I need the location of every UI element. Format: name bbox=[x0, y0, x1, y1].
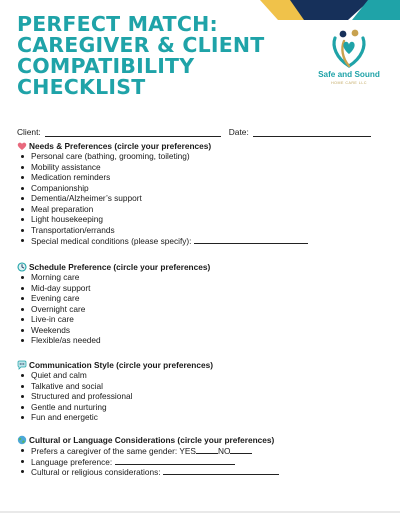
list-item[interactable]: Weekends bbox=[17, 325, 387, 336]
corner-decoration bbox=[260, 0, 400, 20]
section-communication bbox=[17, 360, 387, 423]
list-item[interactable]: Morning care bbox=[17, 272, 387, 283]
section-heading bbox=[17, 360, 387, 370]
page-title bbox=[17, 14, 277, 98]
list-item[interactable]: Mobility assistance bbox=[17, 162, 387, 173]
logo-tagline: HOME CARE LLC bbox=[331, 81, 367, 85]
communication-list bbox=[17, 370, 387, 423]
list-item[interactable]: Evening care bbox=[17, 293, 387, 304]
gender-no-field[interactable] bbox=[230, 445, 252, 454]
client-date-row bbox=[17, 123, 382, 137]
section-heading-text: Cultural or Language Considerations (circle your preferences) bbox=[29, 435, 275, 445]
list-item[interactable]: Flexible/as needed bbox=[17, 335, 387, 346]
speech-bubble-icon bbox=[17, 360, 27, 370]
client-field[interactable] bbox=[45, 128, 221, 137]
list-item-cultural[interactable] bbox=[17, 466, 387, 477]
gender-question: Prefers a caregiver of the same gender: YES bbox=[31, 446, 196, 456]
needs-list bbox=[17, 151, 387, 246]
language-label: Language preference: bbox=[31, 456, 113, 467]
schedule-list bbox=[17, 272, 387, 346]
date-field[interactable] bbox=[253, 128, 371, 137]
list-item[interactable]: Personal care (bathing, grooming, toileting) bbox=[17, 151, 387, 162]
list-item[interactable]: Mid-day support bbox=[17, 283, 387, 294]
language-field[interactable] bbox=[115, 456, 235, 465]
globe-icon bbox=[17, 435, 27, 445]
section-heading-text: Needs & Preferences (circle your preferences) bbox=[29, 141, 212, 151]
company-logo bbox=[307, 24, 391, 100]
gender-no-label: NO bbox=[217, 446, 231, 456]
list-item-language[interactable] bbox=[17, 456, 387, 467]
list-item[interactable]: Fun and energetic bbox=[17, 412, 387, 423]
section-cultural bbox=[17, 435, 387, 477]
list-item[interactable]: Structured and professional bbox=[17, 391, 387, 402]
list-item-gender[interactable] bbox=[17, 445, 387, 456]
title-line: COMPATIBILITY bbox=[17, 54, 195, 78]
list-item[interactable]: Talkative and social bbox=[17, 381, 387, 392]
date-label: Date: bbox=[228, 127, 249, 137]
list-item[interactable]: Gentle and nurturing bbox=[17, 402, 387, 413]
title-line: CHECKLIST bbox=[17, 75, 146, 99]
list-item[interactable]: Transportation/errands bbox=[17, 225, 387, 236]
section-needs bbox=[17, 141, 387, 246]
section-heading-text: Schedule Preference (circle your preferences) bbox=[29, 262, 211, 272]
section-schedule bbox=[17, 262, 387, 346]
cultural-list bbox=[17, 445, 387, 477]
title-line: CAREGIVER & CLIENT bbox=[17, 33, 265, 57]
logo-name: Safe and Sound bbox=[318, 70, 380, 79]
special-conditions-field[interactable] bbox=[194, 235, 308, 244]
list-item[interactable]: Overnight care bbox=[17, 304, 387, 315]
section-heading-text: Communication Style (circle your preferences) bbox=[29, 360, 213, 370]
title-line: PERFECT MATCH: bbox=[17, 12, 218, 36]
logo-mark-icon bbox=[330, 24, 368, 68]
list-item-special[interactable] bbox=[17, 235, 387, 246]
special-conditions-label: Special medical conditions (please specify): bbox=[31, 236, 192, 246]
section-heading bbox=[17, 435, 387, 445]
client-label: Client: bbox=[17, 127, 41, 137]
section-heading bbox=[17, 262, 387, 272]
list-item[interactable]: Medication reminders bbox=[17, 172, 387, 183]
list-item[interactable]: Dementia/Alzheimer’s support bbox=[17, 193, 387, 204]
cultural-field[interactable] bbox=[163, 466, 279, 475]
gender-yes-field[interactable] bbox=[196, 445, 218, 454]
list-item[interactable]: Companionship bbox=[17, 183, 387, 194]
list-item[interactable]: Meal preparation bbox=[17, 204, 387, 215]
cultural-label: Cultural or religious considerations: bbox=[31, 467, 161, 477]
list-item[interactable]: Light housekeeping bbox=[17, 214, 387, 225]
clock-icon bbox=[17, 262, 27, 272]
list-item[interactable]: Live-in care bbox=[17, 314, 387, 325]
heart-icon bbox=[17, 141, 27, 151]
section-heading bbox=[17, 141, 387, 151]
list-item[interactable]: Quiet and calm bbox=[17, 370, 387, 381]
